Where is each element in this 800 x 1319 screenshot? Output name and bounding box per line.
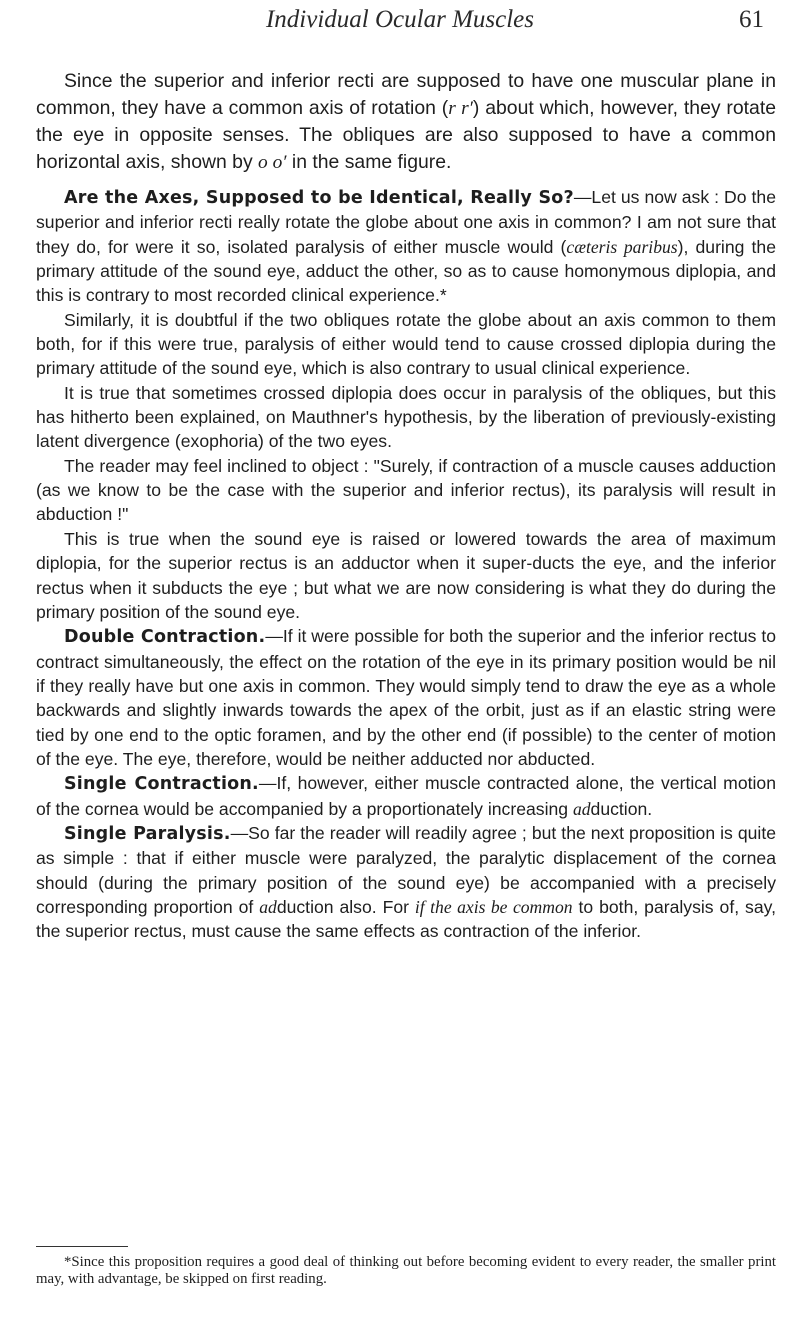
running-title: Individual Ocular Muscles (265, 6, 534, 33)
paragraph-single-paralysis: Single Paralysis.—So far the reader will readily agree ; but the next proposition is quite as simple : that if either muscle were paralyzed, the paralytic displacement of the cornea should (during the primary position of the sound eye) be accompanied with a precisely corresponding proportion of adduction also. For if the axis be common to both, paralysis of, say, the superior rectus, must cause the same effects as contraction of the inferior. (36, 822, 777, 942)
body-text (36, 68, 776, 944)
paragraph-reader-objection: The reader may feel inclined to object : "Surely, if contraction of a muscle causes adduction (as we know to be the case with the superior and inferior rectus), its paralysis will result in abduction !" (36, 455, 776, 525)
section-heading-axes-identical: Are the Axes, Supposed to be Identical, Really So? (64, 188, 574, 208)
footnote: *Since this proposition requires a good deal of thinking out before becoming evident to every reader, the smaller print may, with advantage, be skipped on first reading. (36, 1254, 776, 1287)
paragraph-maximum-diplopia: This is true when the sound eye is raised or lowered towards the area of maximum diplopia, for the superior rectus is an adductor when it super-ducts the eye, and the inferior rectus when it subducts the eye ; but what we are now considering is what they do during the primary position of the sound eye. (36, 528, 776, 622)
axis-symbol-r: r r′ (448, 97, 473, 119)
page-header (0, 6, 800, 42)
axis-symbol-o: o o′ (258, 151, 287, 173)
paragraph-single-contraction: Single Contraction.—If, however, either muscle contracted alone, the vertical motion of the cornea would be accompanied by a proportionately increasing adduction. (36, 773, 776, 819)
paragraph-obliques: Similarly, it is doubtful if the two obliques rotate the globe about an axis common to them both, for if this were true, paralysis of either would tend to cause crossed diplopia during the primary attitude of the sound eye, which is also contrary to usual clinical experience. (36, 309, 776, 379)
section-heading-single-contraction: Single Contraction. (64, 774, 259, 795)
section-heading-single-paralysis: Single Paralysis. (64, 823, 231, 844)
footnote-divider (36, 1246, 128, 1247)
section-heading-double-contraction: Double Contraction. (64, 627, 266, 648)
page-number: 61 (739, 6, 764, 33)
paragraph-axes-of-rotation: Since the superior and inferior recti are supposed to have one muscular plane in common, they have a common axis of rotation (r r′) about which, however, they rotate the eye in opposite senses. The obliques are also supposed to have a common horizontal axis, shown by o o′ in the same figure. (36, 70, 776, 173)
paragraph-crossed-diplopia: It is true that sometimes crossed diplopia does occur in paralysis of the obliques, but this has hitherto been explained, on Mauthner's hypothesis, by the liberation of previously-existing latent divergence (exophoria) of the two eyes. (36, 382, 776, 452)
paragraph-axes-identical: Are the Axes, Supposed to be Identical, Really So?—Let us now ask : Do the superior and inferior recti really rotate the globe about one axis in common? I am not sure that they do, for were it so, isolated paralysis of either muscle would (cæteris paribus), during the primary attitude of the sound eye, adduct the other, so as to cause homonymous diplopia, and this is contrary to most recorded clinical experience.* (36, 187, 776, 306)
paragraph-double-contraction: Double Contraction.—If it were possible for both the superior and the inferior rectus to contract simultaneously, the effect on the rotation of the eye in its primary position would be nil if they really have but one axis in common. They would simply tend to draw the eye as a whole backwards and slightly inwards towards the apex of the orbit, just as if an elastic string were tied by one end to the optic foramen, and by the other end (if possible) to the center of motion of the eye. The eye, therefore, would be neither adducted nor abducted. (36, 626, 776, 769)
